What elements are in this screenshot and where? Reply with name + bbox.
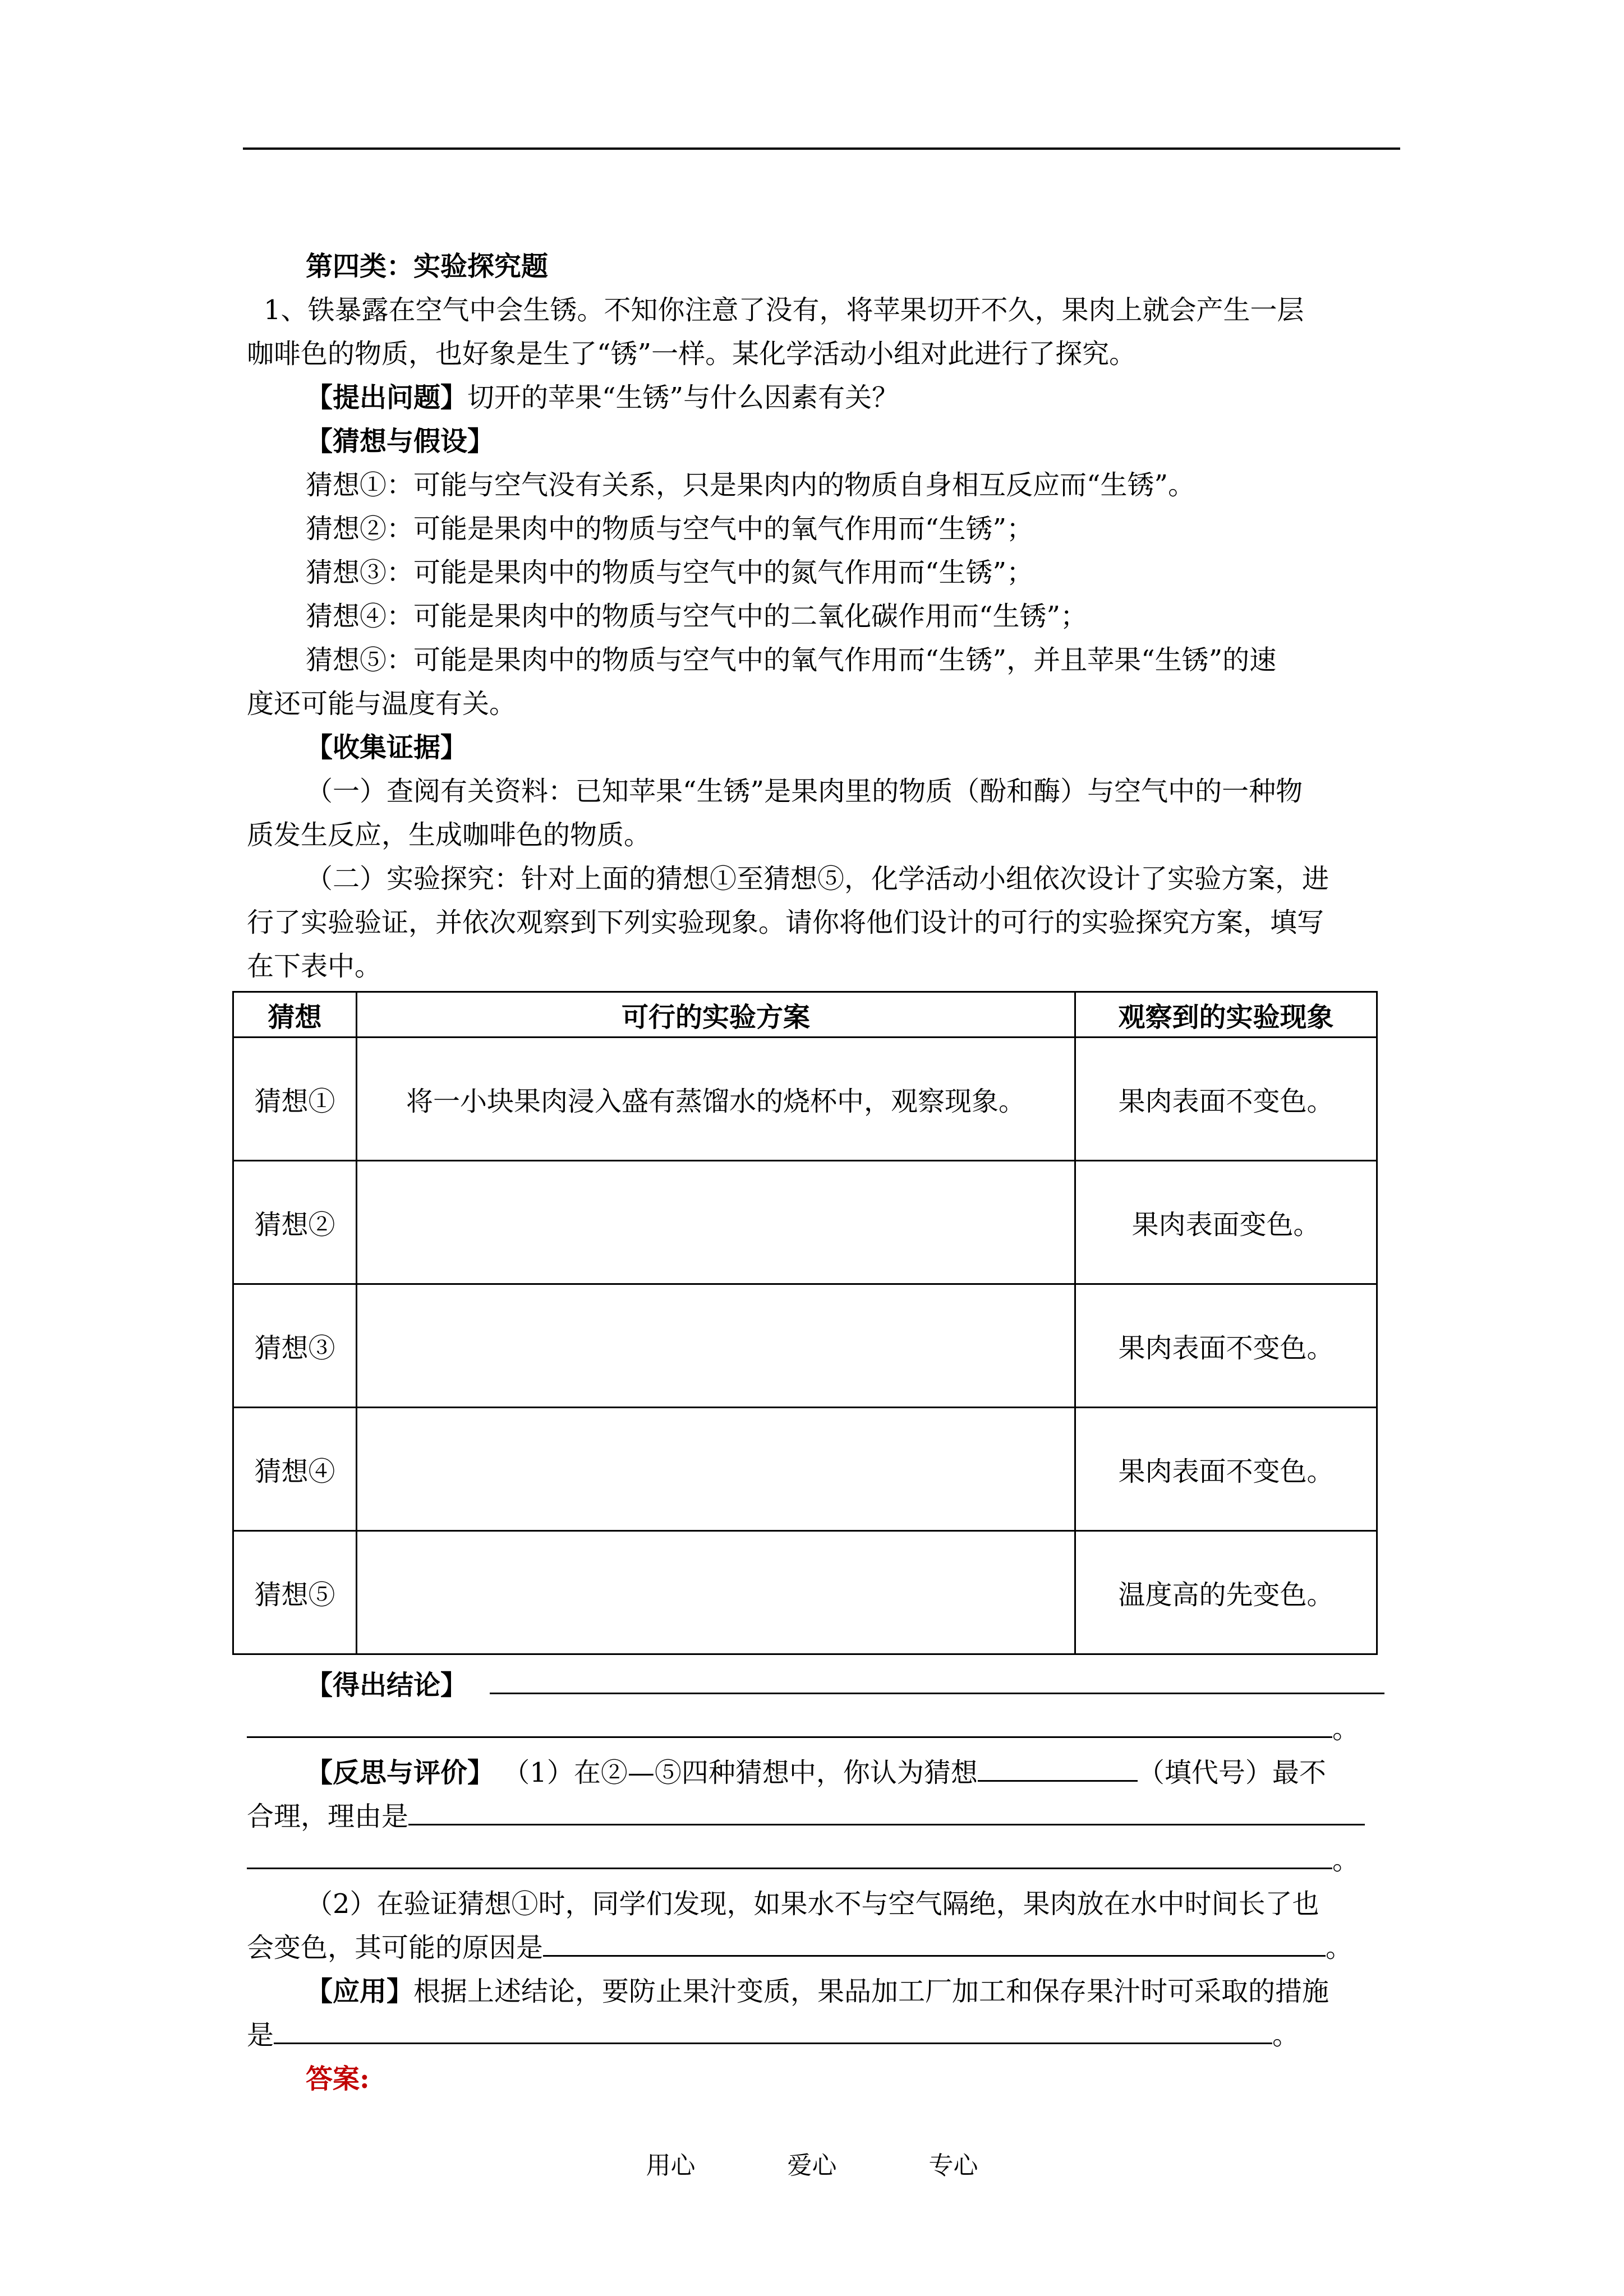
hypothesis-4: 猜想④：可能是果肉中的物质与空气中的二氧化碳作用而“生锈”；	[306, 601, 1088, 632]
row-hypothesis: 猜想②	[233, 1161, 357, 1284]
reflection-line-1	[306, 1751, 1402, 1795]
reflection-tag: 【反思与评价】	[306, 1757, 495, 1788]
question-text: 切开的苹果“生锈”与什么因素有关？	[467, 382, 899, 413]
hypothesis-code-blank[interactable]	[978, 1779, 1138, 1782]
hypothesis-heading: 【猜想与假设】	[306, 426, 495, 457]
evidence-1-line-2: 质发生反应，生成咖啡色的物质。	[247, 819, 651, 851]
footer-word: 专心	[928, 2151, 978, 2180]
row-hypothesis: 猜想③	[233, 1284, 357, 1408]
footer-word: 爱心	[787, 2151, 837, 2180]
table-row	[233, 1531, 1377, 1654]
period: 。	[1332, 1845, 1360, 1876]
row-plan-blank[interactable]	[357, 1284, 1075, 1408]
period: 。	[1332, 1713, 1360, 1745]
header-rule	[243, 147, 1400, 150]
hypothesis-5-continued: 度还可能与温度有关。	[247, 688, 517, 720]
reflection-line-3	[247, 1838, 1402, 1882]
row-observation: 果肉表面变色。	[1075, 1161, 1377, 1284]
row-hypothesis: 猜想⑤	[233, 1531, 357, 1654]
table-row	[233, 1408, 1377, 1531]
row-plan-blank[interactable]	[357, 1161, 1075, 1284]
table-header-row	[233, 992, 1377, 1038]
evidence-1-line-1: （一）查阅有关资料：已知苹果“生锈”是果肉里的物质（酚和酶）与空气中的一种物	[306, 776, 1303, 807]
question-tag: 【提出问题】	[306, 382, 468, 413]
row-observation: 果肉表面不变色。	[1075, 1284, 1377, 1408]
reason-blank[interactable]	[408, 1823, 1365, 1825]
hypothesis-3: 猜想③：可能是果肉中的物质与空气中的氮气作用而“生锈”；	[306, 557, 1034, 588]
answer-label: 答案:	[306, 2063, 370, 2095]
evidence-2-line-1: （二）实验探究：针对上面的猜想①至猜想⑤，化学活动小组依次设计了实验方案，进	[306, 863, 1329, 895]
question-line	[306, 376, 1402, 419]
row-hypothesis: 猜想④	[233, 1408, 357, 1531]
conclusion-blank-2[interactable]	[247, 1736, 1332, 1738]
conclusion-line-2	[247, 1707, 1402, 1751]
question-intro-line-2: 咖啡色的物质，也好象是生了“锈”一样。某化学活动小组对此进行了探究。	[247, 338, 1137, 370]
row-hypothesis: 猜想①	[233, 1038, 357, 1161]
footer-word: 用心	[646, 2151, 696, 2180]
header-plan: 可行的实验方案	[357, 992, 1075, 1038]
reflection-line-2	[247, 1795, 1402, 1838]
section-title: 第四类：实验探究题	[306, 251, 549, 282]
reflection-q2-line-2	[247, 1926, 1402, 1970]
reflection-q2-text: 会变色，其可能的原因是	[247, 1932, 544, 1963]
table-row	[233, 1284, 1377, 1408]
evidence-2-line-2: 行了实验验证，并依次观察到下列实验现象。请你将他们设计的可行的实验探究方案，填写	[247, 907, 1324, 938]
measures-blank[interactable]	[274, 2042, 1272, 2044]
application-tag: 【应用】	[306, 1976, 414, 2007]
hypothesis-5: 猜想⑤：可能是果肉中的物质与空气中的氧气作用而“生锈”，并且苹果“生锈”的速	[306, 644, 1277, 676]
evidence-heading: 【收集证据】	[306, 732, 468, 763]
application-line-1	[306, 1970, 1402, 2013]
evidence-2-line-3: 在下表中。	[247, 951, 382, 982]
hypothesis-1: 猜想①：可能与空气没有关系，只是果肉内的物质自身相互反应而“生锈”。	[306, 469, 1195, 501]
conclusion-blank[interactable]	[490, 1692, 1384, 1694]
question-intro-line-1: 1、铁暴露在空气中会生锈。不知你注意了没有，将苹果切开不久，果肉上就会产生一层	[264, 294, 1304, 326]
table-row	[233, 1161, 1377, 1284]
row-observation: 温度高的先变色。	[1075, 1531, 1377, 1654]
row-plan-blank[interactable]	[357, 1531, 1075, 1654]
header-hypothesis: 猜想	[233, 992, 357, 1038]
conclusion-line	[306, 1663, 1402, 1707]
application-text-2: 是	[247, 2020, 274, 2051]
reason-blank-2[interactable]	[247, 1867, 1332, 1869]
reflection-q1-text-2: （填代号）最不	[1137, 1757, 1326, 1788]
hypothesis-2: 猜想②：可能是果肉中的物质与空气中的氧气作用而“生锈”；	[306, 513, 1034, 545]
period: 。	[1272, 2020, 1300, 2051]
reflection-q2-line-1: （2）在验证猜想①时，同学们发现，如果水不与空气隔绝，果肉放在水中时间长了也	[306, 1888, 1319, 1920]
header-observation: 观察到的实验现象	[1075, 992, 1377, 1038]
row-plan: 将一小块果肉浸入盛有蒸馏水的烧杯中，观察现象。	[357, 1038, 1075, 1161]
row-plan-blank[interactable]	[357, 1408, 1075, 1531]
cause-blank[interactable]	[543, 1954, 1326, 1957]
period: 。	[1326, 1932, 1353, 1963]
table-row	[233, 1038, 1377, 1161]
reflection-q1-text: （1）在②—⑤四种猜想中，你认为猜想	[503, 1757, 978, 1788]
page-footer	[0, 2149, 1624, 2183]
experiment-table	[232, 991, 1378, 1655]
row-observation: 果肉表面不变色。	[1075, 1038, 1377, 1161]
row-observation: 果肉表面不变色。	[1075, 1408, 1377, 1531]
conclusion-tag: 【得出结论】	[306, 1670, 468, 1701]
reflection-q1-reason-label: 合理，理由是	[247, 1801, 409, 1832]
application-text: 根据上述结论，要防止果汁变质，果品加工厂加工和保存果汁时可采取的措施	[413, 1976, 1329, 2007]
application-line-2	[247, 2013, 1402, 2057]
